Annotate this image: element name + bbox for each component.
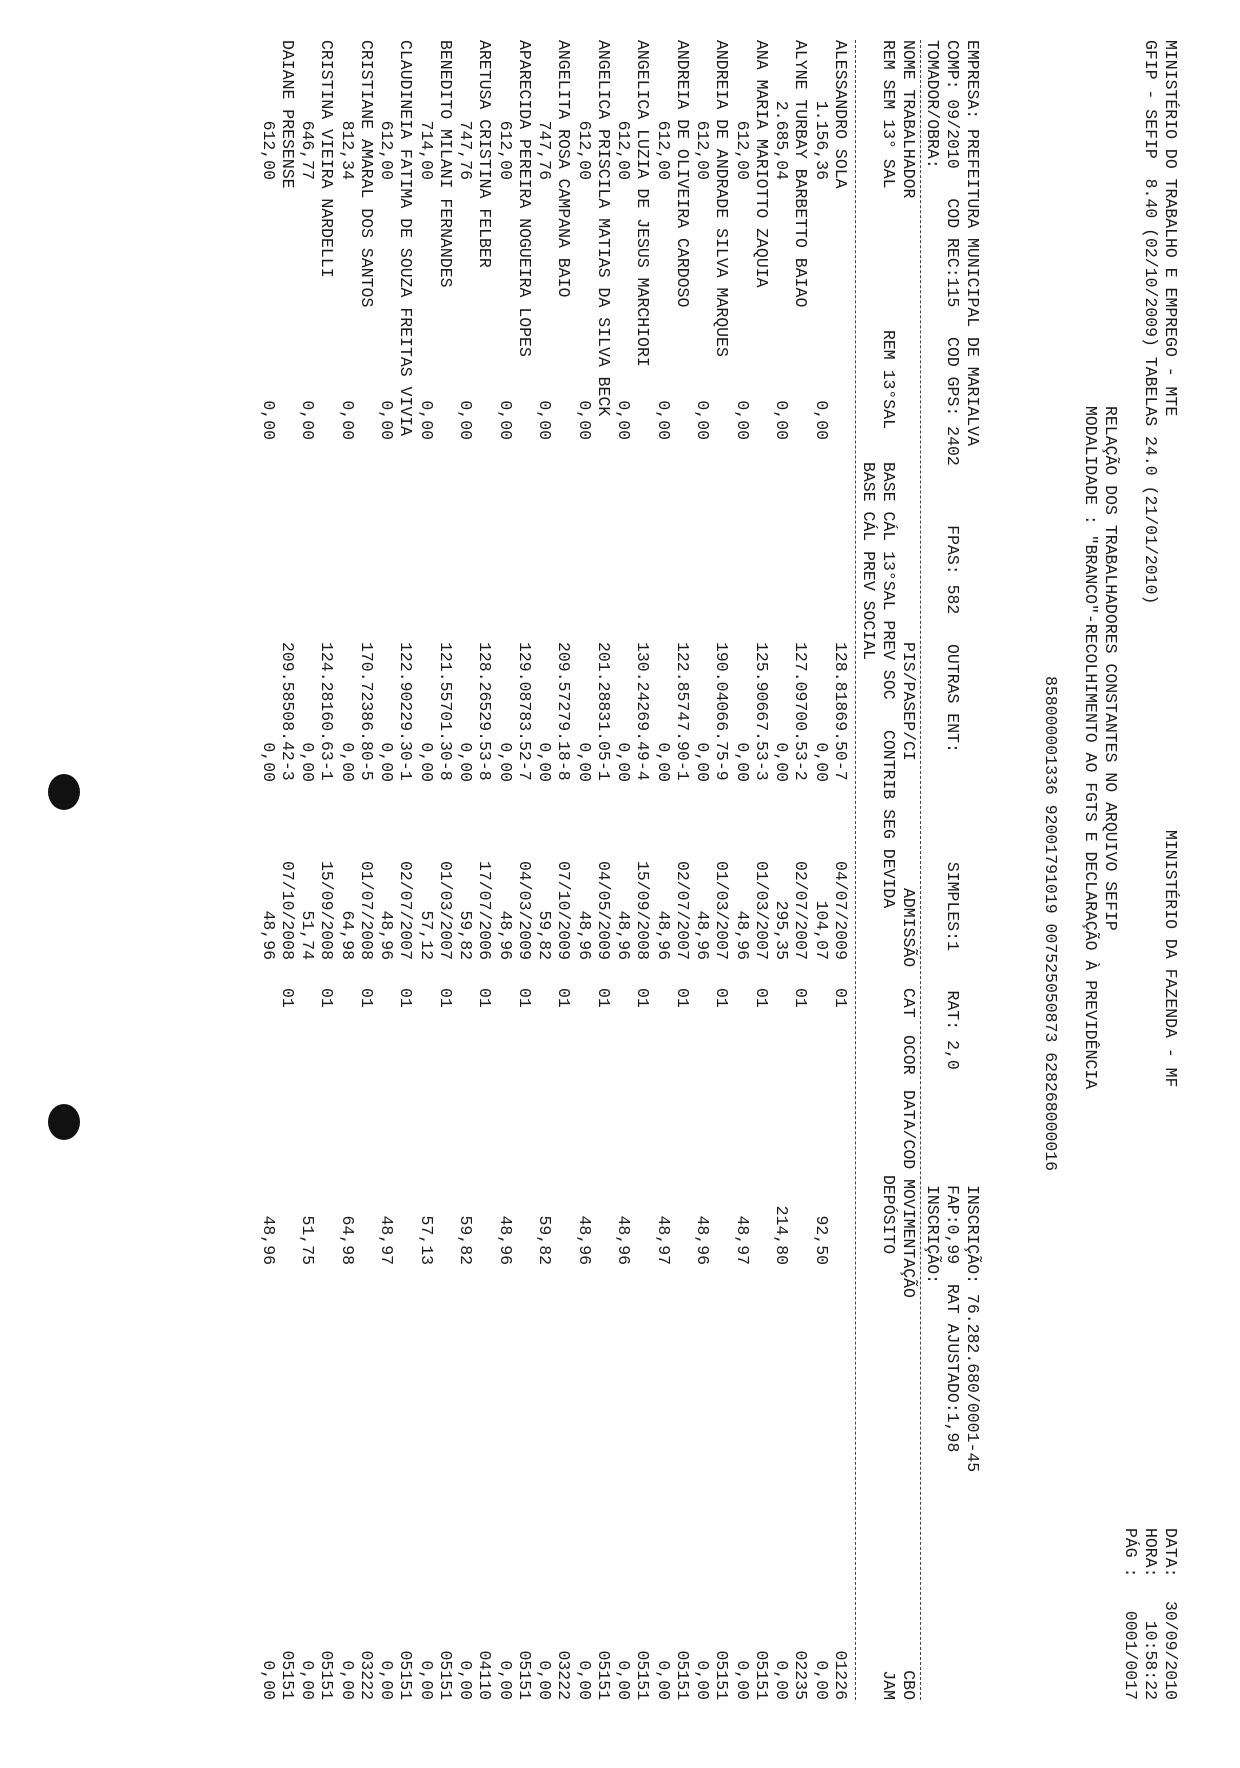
- worker-name: CLAUDINEIA FATIMA DE SOUZA FREITAS VIVIA: [396, 40, 416, 437]
- worker-cbo: 05151: [515, 1650, 534, 1700]
- worker-rem: 612,00: [654, 120, 673, 180]
- worker-name: ARETUSA CRISTINA FELBER: [475, 40, 495, 268]
- worker-rem: 612,00: [614, 120, 634, 180]
- worker-pis: 190.04066.75-9: [712, 642, 732, 781]
- worker-admissao: 04/05/2009: [594, 860, 613, 960]
- worker-deposito: 92,50: [812, 1215, 831, 1265]
- worker-rem13: 0,00: [496, 400, 515, 440]
- worker-admissao: 04/03/2009: [515, 860, 534, 960]
- worker-cat: 01: [317, 988, 337, 1008]
- binder-hole: [48, 1104, 80, 1140]
- worker-jam: 0,00: [812, 1660, 831, 1700]
- worker-rem: 2.685,04: [772, 100, 792, 180]
- worker-rem: 612,00: [496, 120, 515, 180]
- worker-rem13: 0,00: [259, 400, 278, 440]
- col-base-prev: BASE CÁL PREV SOCIAL: [859, 462, 878, 661]
- date-label: DATA:: [1161, 1528, 1180, 1578]
- worker-cat: 01: [515, 988, 534, 1008]
- worker-cat: 01: [357, 988, 376, 1008]
- worker-rem: 612,00: [733, 120, 752, 180]
- worker-deposito: 51,75: [298, 1215, 318, 1265]
- worker-base13: 0,00: [496, 742, 515, 782]
- worker-pis: 121.55701.30-8: [436, 642, 455, 781]
- worker-name: ANGELICA LUZIA DE JESUS MARCHIORI: [633, 40, 653, 367]
- col-cbo: CBO: [899, 1670, 918, 1700]
- worker-jam: 0,00: [693, 1660, 713, 1700]
- worker-contrib: 48,96: [377, 910, 397, 960]
- time-value: 10:58:22: [1141, 1620, 1160, 1700]
- worker-pis: 130.24269.49-4: [633, 642, 653, 781]
- worker-contrib: 48,96: [496, 910, 515, 960]
- worker-cbo: 05151: [278, 1650, 297, 1700]
- worker-name: ALESSANDRO SOLA: [831, 40, 850, 189]
- worker-cat: 01: [712, 988, 732, 1008]
- worker-cat: 01: [831, 988, 850, 1008]
- worker-rem: 747,76: [535, 120, 555, 180]
- col-rem13: REM 13°SAL: [879, 330, 898, 430]
- worker-pis: 122.90229.30-1: [396, 642, 416, 781]
- worker-base13: 0,00: [614, 742, 634, 782]
- col-data-mov: DATA/COD MOVIMENTAÇÃO: [899, 1090, 918, 1298]
- worker-admissao: 01/07/2008: [357, 860, 376, 960]
- worker-jam: 0,00: [733, 1660, 752, 1700]
- tomador: TOMADOR/OBRA:: [923, 40, 942, 169]
- worker-contrib: 59,82: [456, 910, 476, 960]
- page-number: 0001/0017: [1121, 1610, 1140, 1700]
- report-title: RELAÇÃO DOS TRABALHADORES CONSTANTES NO ARQUIVO SEFIP: [1101, 406, 1120, 931]
- worker-admissao: 02/07/2007: [673, 860, 692, 960]
- worker-pis: 128.26529.53-8: [475, 642, 495, 781]
- worker-rem: 612,00: [693, 120, 713, 180]
- worker-base13: 0,00: [693, 742, 713, 782]
- worker-rem: 612,00: [575, 120, 594, 180]
- worker-cbo: 03222: [554, 1650, 574, 1700]
- worker-cbo: 05151: [673, 1650, 692, 1700]
- worker-base13: 0,00: [417, 742, 436, 782]
- worker-rem13: 0,00: [377, 400, 397, 440]
- worker-admissao: 01/03/2007: [712, 860, 732, 960]
- worker-deposito: 48,97: [733, 1215, 752, 1265]
- worker-jam: 0,00: [654, 1660, 673, 1700]
- worker-rem: 612,00: [259, 120, 278, 180]
- worker-rem13: 0,00: [575, 400, 594, 440]
- worker-jam: 0,00: [377, 1660, 397, 1700]
- worker-deposito: 48,97: [377, 1215, 397, 1265]
- worker-name: ANGELITA ROSA CAMPANA BAIO: [554, 40, 574, 298]
- worker-base13: 0,00: [654, 742, 673, 782]
- worker-rem13: 0,00: [733, 400, 752, 440]
- worker-jam: 0,00: [535, 1660, 555, 1700]
- worker-rem13: 0,00: [338, 400, 357, 440]
- worker-rem13: 0,00: [693, 400, 713, 440]
- worker-jam: 0,00: [338, 1660, 357, 1700]
- worker-cat: 01: [594, 988, 613, 1008]
- worker-cbo: 05151: [317, 1650, 337, 1700]
- worker-deposito: 48,96: [575, 1215, 594, 1265]
- inscricao: INSCRIÇÃO: 76.282.680/0001-45: [963, 1185, 982, 1473]
- worker-rem13: 0,00: [654, 400, 673, 440]
- sefip-report: [60, 40, 1180, 1700]
- worker-base13: 0,00: [535, 742, 555, 782]
- worker-base13: 0,00: [338, 742, 357, 782]
- worker-contrib: 48,96: [259, 910, 278, 960]
- worker-cbo: 02235: [791, 1650, 811, 1700]
- worker-rem: 714,00: [417, 120, 436, 180]
- worker-cbo: 05151: [594, 1650, 613, 1700]
- worker-contrib: 57,12: [417, 910, 436, 960]
- empresa: EMPRESA: PREFEITURA MUNICIPAL DE MARIALVA: [963, 40, 982, 446]
- worker-name: ANGELICA PRISCILA MATIAS DA SILVA BECK: [594, 40, 613, 417]
- worker-pis: 209.58508.42-3: [278, 642, 297, 781]
- worker-deposito: 48,97: [654, 1215, 673, 1265]
- col-base13: BASE CÁL 13°SAL PREV SOC: [879, 462, 898, 700]
- col-cat: CAT: [899, 988, 918, 1018]
- worker-name: BENEDITO MILANI FERNANDES: [436, 40, 455, 288]
- binder-hole: [48, 774, 80, 810]
- worker-cat: 01: [633, 988, 653, 1008]
- worker-deposito: 48,96: [496, 1215, 515, 1265]
- worker-cbo: 05151: [712, 1650, 732, 1700]
- worker-cat: 01: [752, 988, 771, 1008]
- competencia-line: COMP: 09/2010 COD REC:115 COD GPS: 2402 FPAS: 582 OUTRAS ENT: SIMPLES:1 RAT: 2,0: [943, 40, 962, 1070]
- page-label: PÁG :: [1121, 1528, 1140, 1578]
- time-label: HORA:: [1141, 1528, 1160, 1578]
- date-value: 30/09/2010: [1161, 1600, 1180, 1700]
- system-version: GFIP - SEFIP 8.40 (02/10/2009) TABELAS 24.0 (21/01/2010): [1141, 40, 1160, 605]
- worker-contrib: 48,96: [614, 910, 634, 960]
- worker-pis: 209.57279.18-8: [554, 642, 574, 781]
- modalidade: MODALIDADE : "BRANCO"-RECOLHIMENTO AO FGTS E DECLARAÇÃO À PREVIDÊNCIA: [1081, 406, 1100, 1090]
- worker-jam: 0,00: [298, 1660, 318, 1700]
- worker-cbo: 01226: [831, 1650, 850, 1700]
- col-rem: REM SEM 13° SAL: [879, 40, 898, 189]
- worker-name: CRISTIANE AMARAL DOS SANTOS: [357, 40, 376, 308]
- worker-cat: 01: [278, 988, 297, 1008]
- worker-rem13: 0,00: [812, 400, 831, 440]
- worker-deposito: 214,80: [772, 1205, 792, 1265]
- worker-jam: 0,00: [259, 1660, 278, 1700]
- worker-jam: 0,00: [772, 1660, 792, 1700]
- worker-cbo: 05151: [436, 1650, 455, 1700]
- col-contrib: CONTRIB SEG DEVIDA: [879, 730, 898, 909]
- worker-cbo: 05151: [396, 1650, 416, 1700]
- worker-pis: 127.09700.53-2: [791, 642, 811, 781]
- col-jam: JAM: [879, 1670, 898, 1700]
- col-pis: PIS/PASEP/CI: [899, 642, 918, 761]
- worker-deposito: 48,96: [259, 1215, 278, 1265]
- worker-cbo: 03222: [357, 1650, 376, 1700]
- worker-name: ANDREIA DE ANDRADE SILVA MARQUES: [712, 40, 732, 357]
- worker-pis: 122.85747.90-1: [673, 642, 692, 781]
- worker-contrib: 48,96: [654, 910, 673, 960]
- worker-cat: 01: [436, 988, 455, 1008]
- worker-pis: 129.08783.52-7: [515, 642, 534, 781]
- worker-name: CRISTINA VIEIRA NARDELLI: [317, 40, 337, 278]
- worker-contrib: 48,96: [693, 910, 713, 960]
- worker-pis: 124.28160.63-1: [317, 642, 337, 781]
- worker-contrib: 64,98: [338, 910, 357, 960]
- worker-base13: 0,00: [812, 742, 831, 782]
- worker-pis: 125.90667.53-3: [752, 642, 771, 781]
- worker-admissao: 17/07/2006: [475, 860, 495, 960]
- worker-base13: 0,00: [575, 742, 594, 782]
- worker-deposito: 48,96: [693, 1215, 713, 1265]
- worker-jam: 0,00: [614, 1660, 634, 1700]
- col-deposito: DEPÓSITO: [879, 1175, 898, 1255]
- worker-admissao: 02/07/2007: [791, 860, 811, 960]
- worker-admissao: 04/07/2009: [831, 860, 850, 960]
- divider: [920, 40, 921, 1700]
- worker-rem13: 0,00: [772, 400, 792, 440]
- worker-contrib: 104,07: [812, 900, 831, 960]
- worker-admissao: 01/03/2007: [752, 860, 771, 960]
- worker-cat: 01: [396, 988, 416, 1008]
- fap-line: FAP:0,99 RAT AJUSTADO:1,98: [943, 1185, 962, 1453]
- worker-cat: 01: [791, 988, 811, 1008]
- worker-name: ANDREIA DE OLIVEIRA CARDOSO: [673, 40, 692, 308]
- worker-deposito: 57,13: [417, 1215, 436, 1265]
- worker-rem: 747,76: [456, 120, 476, 180]
- worker-jam: 0,00: [417, 1660, 436, 1700]
- worker-jam: 0,00: [456, 1660, 476, 1700]
- worker-rem: 812,34: [338, 120, 357, 180]
- worker-cbo: 04110: [475, 1650, 495, 1700]
- barcode-number: 85800000133​6 92001791019 00752505087​3 62826800001​6: [1041, 676, 1060, 1172]
- worker-name: APARECIDA PEREIRA NOGUEIRA LOPES: [515, 40, 534, 357]
- worker-cat: 01: [475, 988, 495, 1008]
- worker-name: DAIANE PRESENSE: [278, 40, 297, 189]
- worker-contrib: 51,74: [298, 910, 318, 960]
- col-ocor: OCOR: [899, 1035, 918, 1075]
- ministry-right: MINISTÉRIO DA FAZENDA - MF: [1161, 830, 1180, 1088]
- col-admissao: ADMISSÃO: [899, 888, 918, 968]
- worker-deposito: 48,96: [614, 1215, 634, 1265]
- worker-rem: 646,77: [298, 120, 318, 180]
- worker-contrib: 48,96: [575, 910, 594, 960]
- worker-name: ALYNE TURBAY BARBETTO BAIAO: [791, 40, 811, 308]
- worker-deposito: 64,98: [338, 1215, 357, 1265]
- tomador-inscricao: INSCRIÇÃO:: [923, 1185, 942, 1285]
- worker-rem13: 0,00: [417, 400, 436, 440]
- worker-base13: 0,00: [377, 742, 397, 782]
- worker-deposito: 59,82: [456, 1215, 476, 1265]
- worker-admissao: 07/10/2008: [278, 860, 297, 960]
- worker-pis: 128.81869.50-7: [831, 642, 850, 781]
- worker-cat: 01: [673, 988, 692, 1008]
- col-nome: NOME TRABALHADOR: [899, 40, 918, 199]
- worker-deposito: 59,82: [535, 1215, 555, 1265]
- worker-admissao: 01/03/2007: [436, 860, 455, 960]
- worker-cat: 01: [554, 988, 574, 1008]
- worker-base13: 0,00: [259, 742, 278, 782]
- worker-rem13: 0,00: [614, 400, 634, 440]
- worker-pis: 201.28831.05-1: [594, 642, 613, 781]
- worker-rem: 1.156,36: [812, 100, 831, 180]
- worker-contrib: 48,96: [733, 910, 752, 960]
- ministry-left: MINISTÉRIO DO TRABALHO E EMPREGO - MTE: [1161, 40, 1180, 417]
- worker-contrib: 295,35: [772, 900, 792, 960]
- worker-cbo: 05151: [752, 1650, 771, 1700]
- worker-name: ANA MARIA MARIOTTO ZAQUIA: [752, 40, 771, 288]
- worker-cbo: 05151: [633, 1650, 653, 1700]
- worker-contrib: 59,82: [535, 910, 555, 960]
- worker-jam: 0,00: [496, 1660, 515, 1700]
- worker-rem13: 0,00: [456, 400, 476, 440]
- worker-jam: 0,00: [575, 1660, 594, 1700]
- worker-base13: 0,00: [733, 742, 752, 782]
- worker-admissao: 02/07/2007: [396, 860, 416, 960]
- worker-admissao: 07/10/2009: [554, 860, 574, 960]
- worker-rem13: 0,00: [535, 400, 555, 440]
- worker-base13: 0,00: [298, 742, 318, 782]
- worker-pis: 170.72386.80-5: [357, 642, 376, 781]
- worker-admissao: 15/09/2008: [317, 860, 337, 960]
- worker-base13: 0,00: [456, 742, 476, 782]
- worker-rem: 612,00: [377, 120, 397, 180]
- worker-admissao: 15/09/2008: [633, 860, 653, 960]
- divider: [855, 40, 856, 1700]
- worker-base13: 0,00: [772, 742, 792, 782]
- worker-rem13: 0,00: [298, 400, 318, 440]
